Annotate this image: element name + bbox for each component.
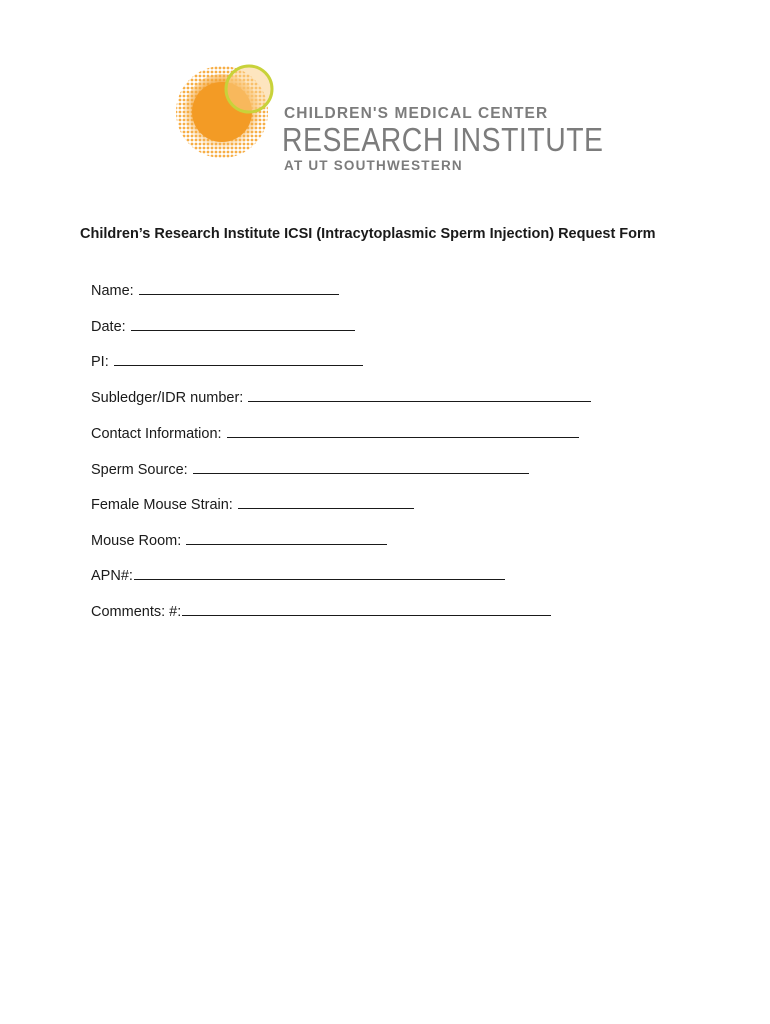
pi-input-line[interactable] xyxy=(114,351,363,366)
date-input-line[interactable] xyxy=(131,316,355,331)
comments-field xyxy=(91,601,551,620)
mouse-room-field xyxy=(91,530,387,549)
subledger-field xyxy=(91,387,591,406)
logo-line-medical-center: CHILDREN'S MEDICAL CENTER xyxy=(284,105,549,122)
apn-field xyxy=(91,565,505,584)
logo-line-ut-southwestern: AT UT SOUTHWESTERN xyxy=(284,158,463,173)
name-field xyxy=(91,280,339,299)
female-mouse-strain-input-line[interactable] xyxy=(238,494,414,509)
pi-field xyxy=(91,351,363,370)
comments-label: Comments: #: xyxy=(91,604,182,620)
institute-logo xyxy=(174,62,604,174)
name-input-line[interactable] xyxy=(139,280,339,295)
mouse-room-label: Mouse Room: xyxy=(91,533,182,549)
female-mouse-strain-label: Female Mouse Strain: xyxy=(91,497,233,513)
apn-input-line[interactable] xyxy=(134,565,505,580)
mouse-room-input-line[interactable] xyxy=(186,530,387,545)
subledger-label: Subledger/IDR number: xyxy=(91,390,244,406)
contact-label: Contact Information: xyxy=(91,426,222,442)
logo-line-research-institute: RESEARCH INSTITUTE xyxy=(282,121,604,158)
female-mouse-strain-field xyxy=(91,494,414,513)
sperm-source-field xyxy=(91,459,529,478)
comments-input-line[interactable] xyxy=(182,601,551,616)
date-field xyxy=(91,316,355,335)
date-label: Date: xyxy=(91,319,126,335)
sperm-source-input-line[interactable] xyxy=(193,459,529,474)
apn-label: APN#: xyxy=(91,568,133,584)
name-label: Name: xyxy=(91,283,134,299)
pi-label: PI: xyxy=(91,354,109,370)
form-title: Children’s Research Institute ICSI (Intracytoplasmic Sperm Injection) Request Form xyxy=(80,226,656,242)
contact-input-line[interactable] xyxy=(227,423,579,438)
sun-logo-icon xyxy=(174,62,278,162)
contact-field xyxy=(91,423,579,442)
subledger-input-line[interactable] xyxy=(248,387,591,402)
sperm-source-label: Sperm Source: xyxy=(91,462,188,478)
